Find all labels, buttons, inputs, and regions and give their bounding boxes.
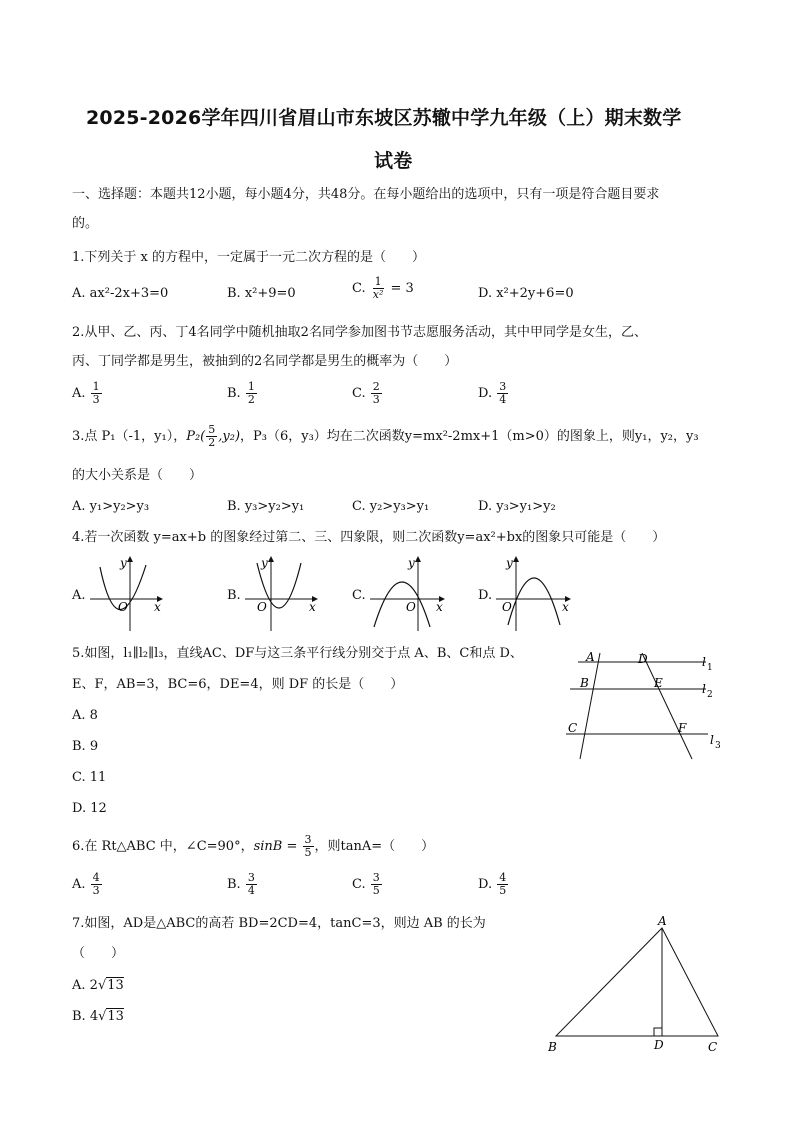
q4-graph-d: [494, 553, 574, 633]
q6-option-d: D. $\frac{4}{5}$: [478, 871, 507, 897]
axis-label-x: x: [309, 600, 316, 614]
q7-stem: 7.如图，AD是△ABC的高若 BD=2CD=4，tanC=3，则边 AB 的长为: [72, 916, 486, 931]
q2-option-c: C. $\frac{2}{3}$: [352, 380, 380, 406]
q2-option-a: A. $\frac{1}{3}$: [72, 380, 100, 406]
q2-option-d: D. $\frac{3}{4}$: [478, 380, 507, 406]
point-d-label: D: [654, 1038, 664, 1052]
q3-stem: 3.点 P₁（-1，y₁），P₂( $\frac{5}{2}$ ,y₂)，P₃（6，y₃）均在二次函数y=mx²-2mx+1（m>0）的图象上，则y₁，y₂，y₃: [72, 423, 699, 449]
q3-stem-cont: 的大小关系是（ ）: [72, 468, 203, 483]
axis-label-y: y: [261, 556, 268, 570]
q5-stem: 5.如图，l₁∥l₂∥l₃，直线AC、DF与这三条平行线分别交于点 A、B、C和点 D、: [72, 646, 523, 661]
point-b-label: B: [580, 676, 589, 690]
axis-label-y: y: [408, 556, 415, 570]
q4-graph-a: [88, 553, 168, 633]
q2-stem: 2.从甲、乙、丙、丁4名同学中随机抽取2名同学参加图书节志愿服务活动，其中甲同学是女生，乙、: [72, 325, 647, 340]
q3-option-d: D. y₃>y₁>y₂: [478, 499, 556, 514]
axis-label-y: y: [506, 556, 513, 570]
point-d-label: D: [638, 652, 648, 666]
q5-option-a: A. 8: [72, 708, 98, 723]
axis-label-x: x: [562, 600, 569, 614]
q5-option-d: D. 12: [72, 801, 107, 816]
q4-graph-c: [368, 553, 448, 633]
q2-option-b: B. $\frac{1}{2}$: [227, 380, 255, 406]
l1-subscript: 1: [707, 663, 713, 673]
q2-stem-cont: 丙、丁同学都是男生，被抽到的2名同学都是男生的概率为（ ）: [72, 354, 458, 369]
q1-stem: 1.下列关于 x 的方程中，一定属于一元二次方程的是（ ）: [72, 250, 425, 265]
origin-label: O: [257, 600, 267, 614]
axis-label-x: x: [154, 600, 161, 614]
q5-stem-cont: E、F，AB=3，BC=6，DE=4，则 DF 的长是（ ）: [72, 677, 404, 692]
q1-option-c: C. $\frac{1}{\text{x²}}$ = 3: [352, 275, 414, 301]
point-a-label: A: [586, 650, 595, 664]
line-df: [642, 653, 692, 759]
q7-stem-cont: （ ）: [72, 946, 125, 961]
q4-option-c-label: C.: [352, 588, 366, 603]
page-title: 2025-2026学年四川省眉山市东坡区苏辙中学九年级（上）期末数学: [86, 107, 682, 129]
l3-subscript: 3: [715, 741, 721, 751]
q7-triangle-figure: [540, 912, 730, 1062]
q4-option-b-label: B.: [227, 588, 241, 603]
line-ac: [580, 653, 600, 759]
q7-option-a: A. 2√13: [72, 978, 124, 993]
origin-label: O: [118, 600, 128, 614]
axis-label-y: y: [120, 556, 127, 570]
l2-subscript: 2: [707, 690, 713, 700]
triangle-abc: [556, 928, 718, 1036]
l1-label: l: [702, 655, 706, 669]
origin-label: O: [406, 600, 416, 614]
q6-option-b: B. $\frac{3}{4}$: [227, 871, 255, 897]
axis-label-x: x: [436, 600, 443, 614]
q6-option-c: C. $\frac{3}{5}$: [352, 871, 380, 897]
point-b-label: B: [548, 1040, 557, 1054]
q7-option-b: B. 4√13: [72, 1009, 124, 1024]
q3-option-a: A. y₁>y₂>y₃: [72, 499, 150, 514]
origin-label: O: [502, 600, 512, 614]
l2-label: l: [702, 682, 706, 696]
q1-option-a: A. ax²-2x+3=0: [72, 286, 169, 301]
q6-option-a: A. $\frac{4}{3}$: [72, 871, 100, 897]
l3-label: l: [710, 733, 714, 747]
q4-graph-b: [243, 553, 323, 633]
q1-option-b: B. x²+9=0: [227, 286, 296, 301]
q5-option-c: C. 11: [72, 770, 107, 785]
section-heading: 一、选择题：本题共12小题，每小题4分，共48分。在每小题给出的选项中，只有一项是符合题目要求: [72, 187, 660, 202]
q5-parallel-lines-figure: [560, 645, 730, 765]
point-e-label: E: [654, 676, 663, 690]
q4-stem: 4.若一次函数 y=ax+b 的图象经过第二、三、四象限，则二次函数y=ax²+bx的图象只可能是（ ）: [72, 530, 666, 545]
q3-option-b: B. y₃>y₂>y₁: [227, 499, 305, 514]
q6-stem: 6.在 Rt△ABC 中，∠C=90°，sinB = $\frac{3}{5}$ ，则tanA=（ ）: [72, 833, 435, 859]
point-f-label: F: [678, 721, 687, 735]
point-c-label: C: [568, 721, 578, 735]
q3-option-c: C. y₂>y₃>y₁: [352, 499, 430, 514]
section-heading-cont: 的。: [72, 216, 99, 231]
right-angle-marker: [654, 1028, 662, 1036]
point-c-label: C: [708, 1040, 718, 1054]
q5-option-b: B. 9: [72, 739, 99, 754]
point-a-label: A: [658, 914, 667, 928]
q4-option-a-label: A.: [72, 588, 86, 603]
q4-option-d-label: D.: [478, 588, 493, 603]
q1-option-d: D. x²+2y+6=0: [478, 286, 574, 301]
page-title-line2: 试卷: [374, 150, 413, 172]
